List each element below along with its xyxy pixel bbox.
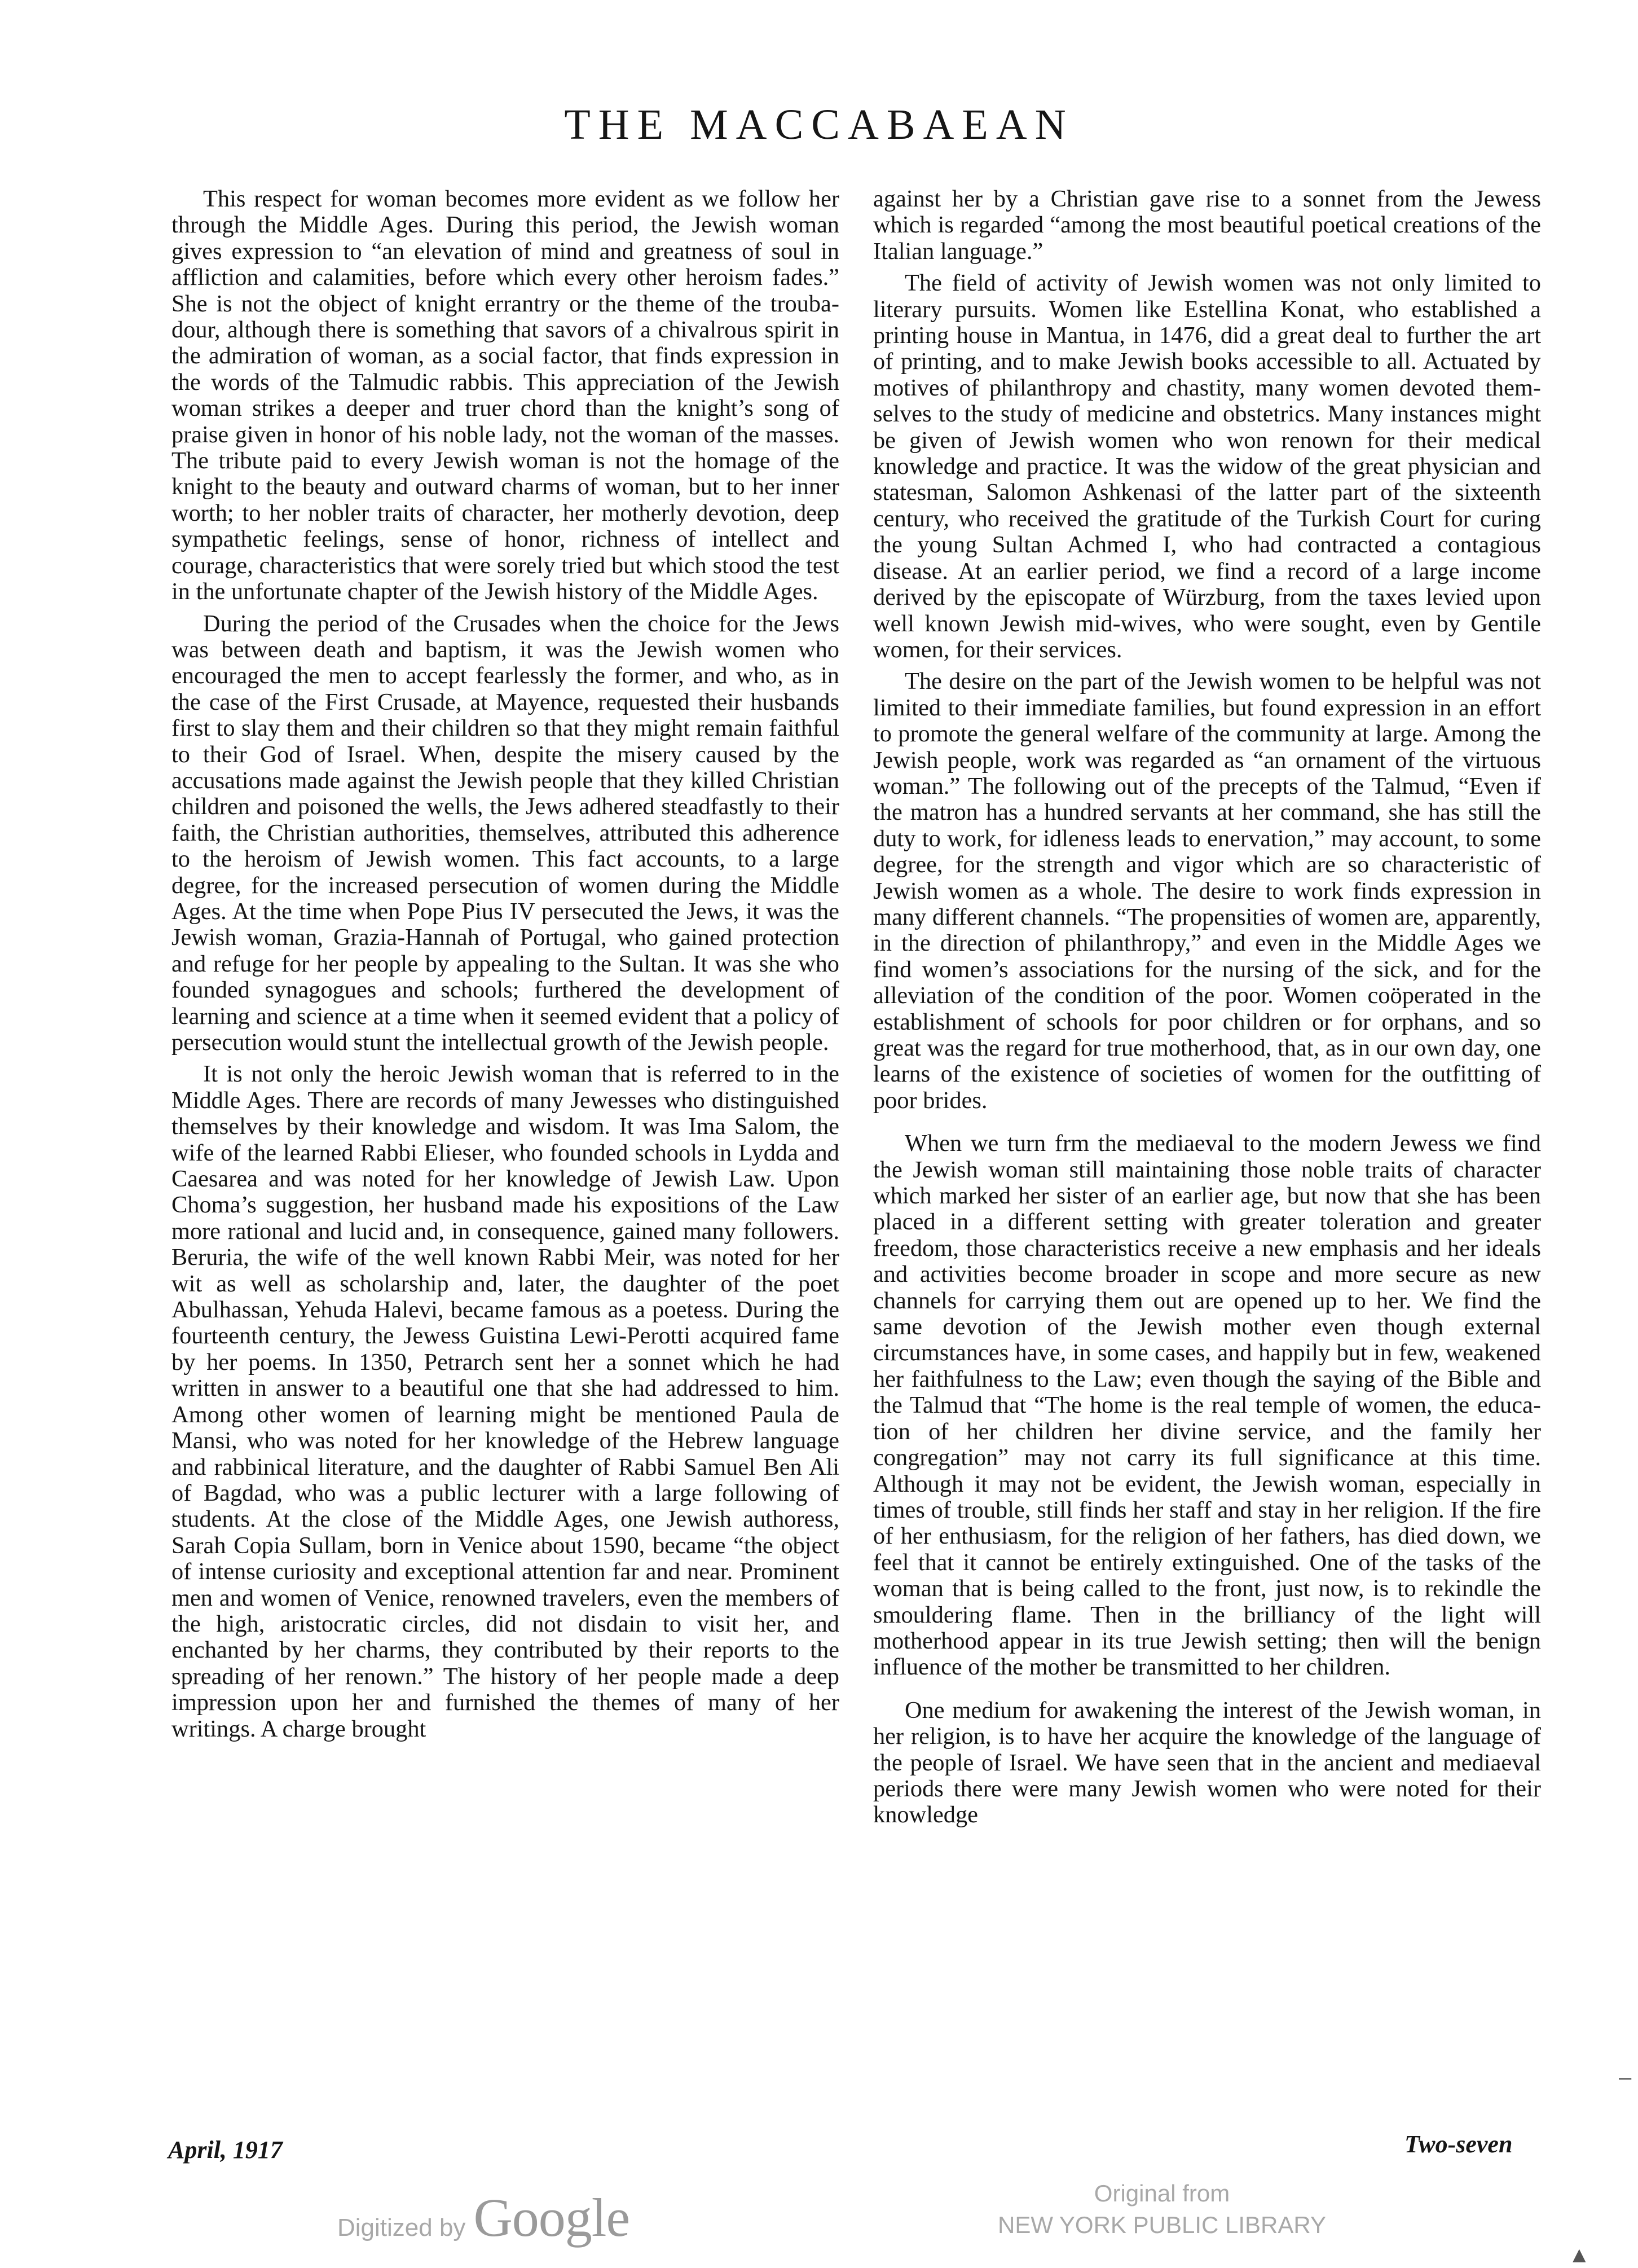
library-label: NEW YORK PUBLIC LIBRARY — [998, 2212, 1326, 2238]
page-title: THE MACCABAEAN — [564, 101, 1074, 148]
paragraph: One medium for awakening the interest of the Jewish woman, in her religion, is to have her acquire the knowledge of the language of the people of Israel. We have seen that in the ancient and mediaeval periods there were many Jewish women who were noted for their knowledge — [873, 1696, 1541, 1829]
original-source-watermark — [981, 2178, 1342, 2241]
margin-mark: – — [1619, 2065, 1632, 2090]
paragraph: The field of activity of Jewish women was not only limited to literary pursuits. Women like Estellina Konat, who established a printing house in Mantua, in 1476, did a great deal to further the art of printing, and to make Jewish books accessible to all. Actuated by motives of philanthropy and chastity, many women devoted themselves to the study of medicine and obstetrics. Many instances might be given of Jewish women who won renown for their medical knowledge and practice. It was the widow of the great physician and statesman, Salomon Ashkenasi of the latter part of the sixteenth century, who received the gratitude of the Turkish Court for curing the young Sultan Achmed I, who had contracted a contagious disease. At an earlier period, we find a record of a large income derived by the episcopate of Würzburg, from the taxes levied upon well known Jewish mid-wives, who were sought, even by Gentile women, for their services. — [873, 270, 1541, 663]
paragraph: This respect for woman becomes more evident as we follow her through the Middle Ages. During this period, the Jewish woman gives expression to “an elevation of mind and greatness of soul in affliction and calamities, before which every other heroism fades.” She is not the object of knight errantry or the theme of the troubadour, although there is something that savors of a chivalrous spirit in the admiration of woman, as a social factor, that finds expression in the words of the Talmudic rabbis. This appreciation of the Jewish woman strikes a deeper and truer chord than the knight’s song of praise given in honor of his noble lady, not the woman of the masses. The tribute paid to every Jewish woman is not the homage of the knight to the beauty and outward charms of woman, but to her inner worth; to her nobler traits of character, her motherly devotion, deep sympathetic feelings, sense of honor, richness of intellect and courage, characteristics that were sorely tried but which stood the test in the unfortunate chapter of the Jewish history of the Middle Ages. — [171, 186, 839, 605]
margin-mark: ▲ — [1568, 2243, 1591, 2267]
paragraph: The desire on the part of the Jewish women to be helpful was not limited to their immediate families, but found expression in an effort to promote the general welfare of the community at large. Among the Jewish people, work was regarded as “an ornament of the virtuous woman.” The following out of the precepts of the Talmud, “Even if the matron has a hundred servants at her command, she has still the duty to work, for idleness leads to enervation,” may account, to some degree, for the strength and vigor which are so characteristic of Jewish women as a whole. The desire to work finds expression in many different channels. “The propensities of women are, apparently, in the direction of philanthropy,” and even in the Middle Ages we find women’s associations for the nursing of the sick, and for the alleviation of the condition of the poor. Women coöperated in the establishment of schools for poor children or for orphans, and so great was the regard for true motherhood, that, as in our own day, one learns of the existence of societies of women for the outfitting of poor brides. — [873, 668, 1541, 1114]
paragraph: It is not only the heroic Jewish woman that is referred to in the Middle Ages. There are records of many Jewesses who distinguished themselves by their knowledge and wisdom. It was Ima Salom, the wife of the learned Rabbi Elieser, who founded schools in Lydda and Caesarea and was noted for her knowledge of Jewish Law. Upon Choma’s suggestion, her husband made his expositions of the Law more rational and lucid and, in consequence, gained many followers. Beruria, the wife of the well known Rabbi Meir, was noted for her wit as well as scholarship and, later, the daughter of the poet Abulhassan, Yehuda Halevi, became famous as a poetess. During the fourteenth century, the Jewess Guistina Lewi-Perotti acquired fame by her poems. In 1350, Petrarch sent her a sonnet which he had written in answer to a beautiful one that she had addressed to him. Among other women of learning might be mentioned Paula de Mansi, who was noted for her knowledge of the Hebrew language and rabbinical literature, and the daughter of Rabbi Samuel Ben Ali of Bagdad, who was a public lecturer with a large following of students. At the close of the Middle Ages, one Jewish authoress, Sarah Copia Sullam, born in Venice about 1590, became “the object of intense curiosity and exceptional attention far and near. Prominent men and women of Venice, renowned travelers, even the members of the high, aristocratic circles, did not disdain to visit her, and enchanted by her charms, they contributed by their reports to the spreading of her renown.” The history of her people made a deep impression upon her and furnished the themes of many of her writings. A charge brought — [171, 1061, 839, 1742]
left-column — [171, 186, 839, 1742]
paragraph: During the period of the Crusades when the choice for the Jews was between death and baptism, it was the Jewish women who encouraged the men to accept fearlessly the former, and who, as in the case of the First Crusade, at Mayence, requested their husbands first to slay them and their children so that they might remain faithful to their God of Israel. When, despite the misery caused by the accusations made against the Jewish people that they killed Christian children and poisoned the wells, the Jews adhered steadfastly to their faith, the Christian authorities, themselves, attributed this adherence to the heroism of Jewish women. This fact accounts, to a large degree, for the increased persecution of women during the Middle Ages. At the time when Pope Pius IV persecuted the Jews, it was the Jewish woman, Grazia-Hannah of Portugal, who gained protection and refuge for her people by appealing to the Sultan. It was she who founded synagogues and schools; furthered the development of learning and science at a time when it seemed evident that a policy of persecution would stunt the intellectual growth of the Jewish people. — [171, 610, 839, 1056]
footer-page-number: Two-seven — [1404, 2130, 1513, 2158]
digitized-watermark — [337, 2186, 629, 2249]
paragraph: When we turn frm the mediaeval to the modern Jewess we find the Jewish woman still maintaining those noble traits of character which marked her sister of an earlier age, but now that she has been placed in a different setting with greater toleration and greater freedom, those characteristics receive a new emphasis and her ideals and activities become broader in scope and more secure as new channels for carrying them out are opened up to her. We find the same devotion of the Jewish mother even though external circumstances have, in some cases, and happily but in few, weakened her faithfulness to the Law; even though the saying of the Bible and the Talmud that “The home is the real temple of women, the education of her children her divine service, and the family her congregation” may not carry its full significance at this time. Although it may not be evident, the Jewish woman, especially in times of trouble, still finds her staff and stay in her religion. If the fire of her enthusiasm, for the religion of her fathers, has died down, we feel that it cannot be entirely extinguished. One of the tasks of the woman that is being called to the front, just now, is to rekindle the smouldering flame. Then in the brilliancy of the light will motherhood appear in its true Jewish setting; then will the benign influence of the mother be transmitted to her children. — [873, 1130, 1541, 1681]
footer-date: April, 1917 — [168, 2136, 283, 2164]
google-logo: Google — [473, 2187, 630, 2248]
digitized-label: Digitized by — [337, 2214, 466, 2241]
original-from-label: Original from — [1094, 2180, 1230, 2207]
right-column — [873, 186, 1541, 1829]
paragraph: against her by a Christian gave rise to a sonnet from the Jewess which is regarded “among the most beautiful poetical creations of the Italian language.” — [873, 186, 1541, 265]
